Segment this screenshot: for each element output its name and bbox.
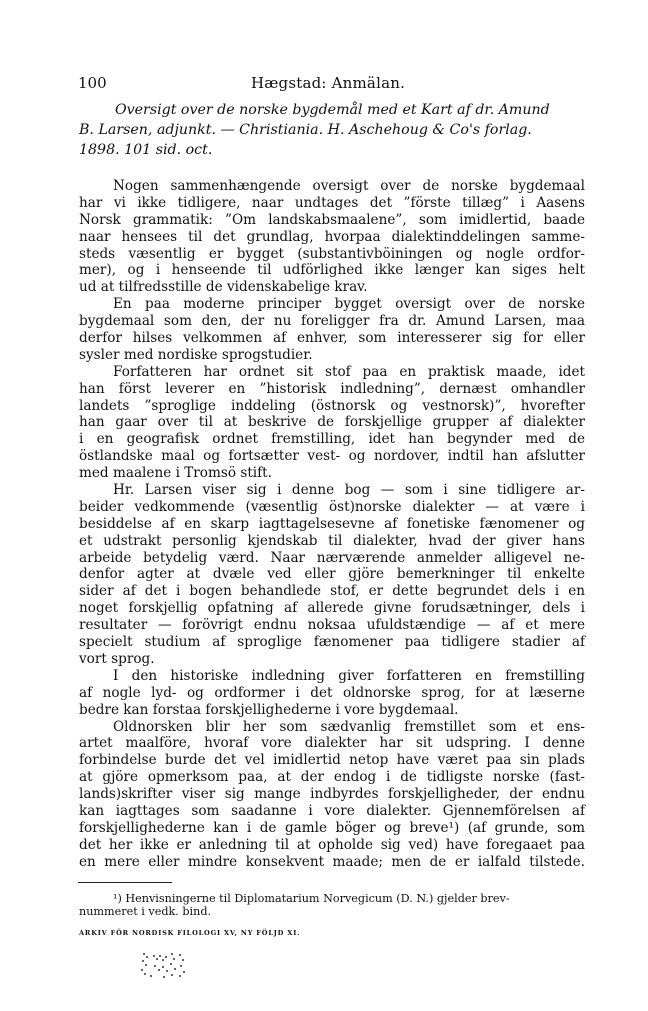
page-number: 100 (78, 74, 107, 92)
body-line: bedre kan forstaa forskjellighederne i vore bygdemaal. (79, 701, 459, 718)
body-line: östlandske maal og fortsætter vest- og nordover, indtil han afslutter (79, 448, 585, 465)
page-header (78, 74, 578, 96)
body-line: mer), og i henseende til udförlighed ikke længer kan siges helt (79, 262, 585, 279)
body-line: en mere eller mindre konsekvent maade; men de er ialfald tilstede. (79, 853, 585, 870)
body-line: derfor hilses velkommen af enhver, som interesserer sig for eller (79, 330, 585, 347)
body-line: det her ikke er anledning til at opholde sig ved) have foregaaet paa (79, 836, 585, 853)
footnote-line: ¹) Henvisningerne til Diplomatarium Norvegicum (D. N.) gjelder brev- (113, 892, 510, 905)
review-body (79, 178, 585, 871)
body-line: noget forskjellig opfatning af allerede givne forudsætninger, dels i (79, 600, 585, 617)
citation-line: B. Larsen, adjunkt. — Christiania. H. Aschehoug & Co's forlag. (79, 122, 532, 138)
body-line: af nogle lyd- og ordformer i det oldnorske sprog, for at læserne (79, 684, 585, 701)
library-stamp-icon (140, 948, 188, 980)
body-line: landets ”sproglige inddeling (östnorsk og vestnorsk)”, hvorefter (79, 397, 585, 414)
body-line: kan iagttages som saadanne i vore dialekter. Gjennemförelsen af (79, 802, 585, 819)
citation-line: Oversigt over de norske bygdemål med et Kart af dr. Amund (115, 102, 550, 118)
body-line: lands)skrifter viser sig mange indbyrdes forskjelligheder, der endnu (79, 786, 585, 803)
printer-signature: ARKIV FÖR NORDISK FILOLOGI XV, NY FÖLJD XI. (79, 929, 301, 937)
body-line: sysler med nordiske sprogstudier. (79, 346, 313, 363)
running-head: Hægstad: Anmälan. (250, 74, 406, 92)
body-line: han gaar over til at beskrive de forskjellige grupper af dialekter (79, 414, 585, 431)
body-line: ud at tilfredsstille de videnskabelige krav. (79, 279, 368, 296)
body-line: et udstrakt personlig kjendskab til dialekter, hvad der giver hans (79, 532, 585, 549)
body-line: artet maalföre, hvoraf vore dialekter har sit udspring. I denne (79, 735, 585, 752)
body-line: han först leverer en ”historisk indledning”, dernæst omhandler (79, 380, 585, 397)
body-line: har vi ikke tidligere, naar undtages det ”förste tillæg” i Aasens (79, 194, 585, 211)
body-line: at gjöre opmerksom paa, at der endog i de tidligste norske (fast- (79, 769, 585, 786)
body-line: vort sprog. (79, 650, 155, 667)
citation-line: 1898. 101 sid. oct. (79, 142, 213, 158)
body-line: forskjellighederne kan i de gamle böger og breve¹) (af grunde, som (79, 819, 585, 836)
body-line: steds væsentlig er bygget (substantivböiningen og nogle ordfor- (79, 245, 585, 262)
body-line: besiddelse af en skarp iagttagelsesevne af fonetiske fænomener og (79, 515, 585, 532)
body-line: Norsk grammatik: ”Om landskabsmaalene”, som imidlertid, baade (79, 211, 585, 228)
body-line: Forfatteren har ordnet sit stof paa en praktisk maade, idet (113, 363, 585, 380)
footnote-line: nummeret i vedk. bind. (79, 905, 212, 919)
body-line: Oldnorsken blir her som sædvanlig fremstillet som et ens- (113, 718, 585, 735)
body-line: naar hensees til det grundlag, hvorpaa dialektinddelingen samme- (79, 228, 585, 245)
footnote (79, 892, 585, 918)
body-line: i en geografisk ordnet fremstilling, idet han begynder med de (79, 431, 585, 448)
body-line: Nogen sammenhængende oversigt over de norske bygdemaal (113, 178, 585, 194)
body-line: med maalene i Tromsö stift. (79, 465, 272, 482)
footnote-rule (78, 882, 172, 883)
review-citation (79, 100, 585, 160)
body-line: I den historiske indledning giver forfatteren en fremstilling (113, 667, 585, 684)
body-line: specielt studium af sproglige fænomener paa tidligere stadier af (79, 634, 585, 651)
body-line: bygdemaal som den, der nu foreligger fra dr. Amund Larsen, maa (79, 313, 585, 330)
body-line: Hr. Larsen viser sig i denne bog — som i sine tidligere ar- (113, 482, 585, 499)
body-line: beider vedkommende (væsentlig öst)norske dialekter — at være i (79, 498, 585, 515)
body-line: En paa moderne principer bygget oversigt over de norske (113, 296, 585, 313)
body-line: forbindelse burde det vel imidlertid netop have været paa sin plads (79, 752, 585, 769)
body-line: sider af det i bogen behandlede stof, er dette begrundet dels i en (79, 583, 585, 600)
body-line: denfor agter at dvæle ved eller gjöre bemerkninger til enkelte (79, 566, 585, 583)
body-line: resultater — forövrigt endnu noksaa ufuldstændige — af et mere (79, 617, 585, 634)
body-line: arbeide betydelig værd. Naar nærværende anmelder alligevel ne- (79, 549, 585, 566)
